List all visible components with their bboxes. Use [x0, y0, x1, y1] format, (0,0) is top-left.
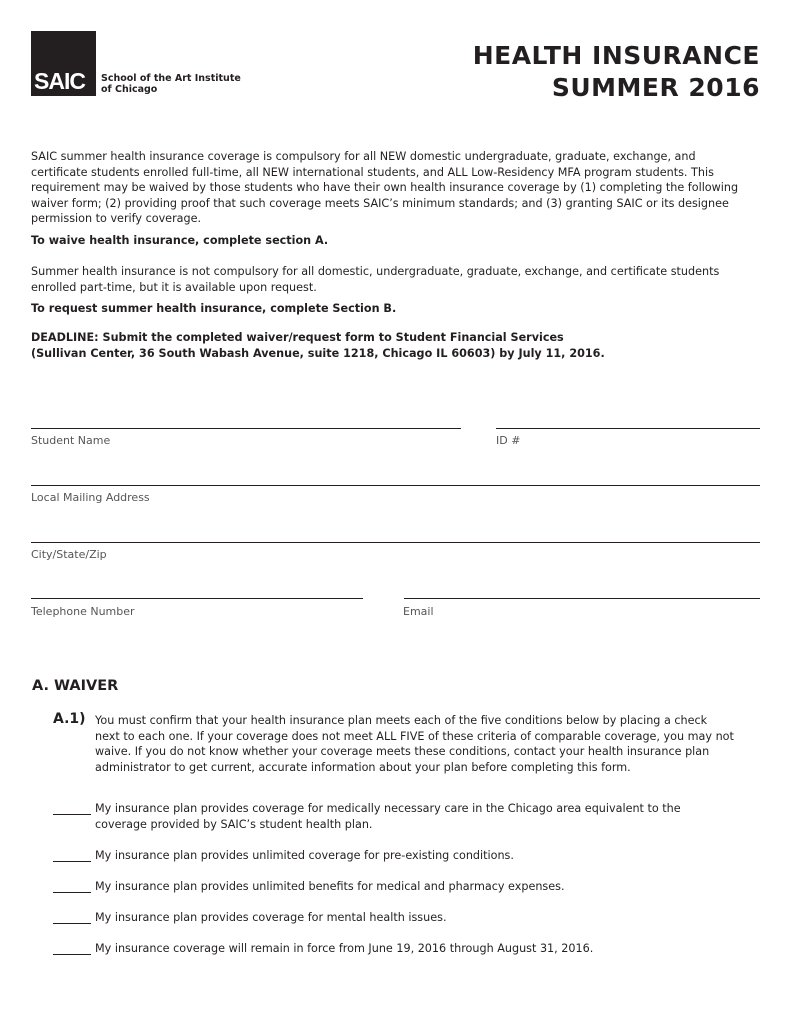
title-line-1: HEALTH INSURANCE	[472, 41, 760, 70]
deadline-line-2: (Sullivan Center, 36 South Wabash Avenue, suite 1218, Chicago IL 60603) by July 11, 2016.	[31, 347, 605, 360]
city-state-zip-field[interactable]	[31, 542, 760, 543]
waiver-instructions: You must confirm that your health insurance plan meets each of the five conditions below by placing a check next to each one. If your coverage does not meet ALL FIVE of these criteria of comparable coverage, you may not waive. If you do not know whether your coverage meets these conditions, contact your health insurance plan administrator to get current, accurate information about your plan before completing this form.	[95, 714, 734, 774]
deadline-line-1: DEADLINE: Submit the completed waiver/request form to Student Financial Services	[31, 331, 564, 344]
waiver-section-title: A. WAIVER	[32, 678, 119, 694]
page-title	[473, 40, 760, 104]
id-field[interactable]	[496, 428, 760, 429]
condition-2-checkline[interactable]	[53, 861, 91, 862]
mailing-address-field[interactable]	[31, 485, 760, 486]
student-name-field[interactable]	[31, 428, 461, 429]
waive-instruction: To waive health insurance, complete section A.	[31, 234, 329, 247]
telephone-field[interactable]	[31, 598, 363, 599]
school-name-line-2: of Chicago	[101, 84, 158, 95]
school-name	[101, 73, 241, 95]
student-name-label: Student Name	[31, 434, 111, 447]
condition-5-checkline[interactable]	[53, 954, 91, 955]
saic-logo	[31, 31, 96, 96]
school-name-line-1: School of the Art Institute	[101, 73, 241, 84]
id-label: ID #	[496, 434, 521, 447]
request-instruction: To request summer health insurance, complete Section B.	[31, 302, 397, 315]
condition-2-text: My insurance plan provides unlimited coverage for pre-existing conditions.	[95, 849, 514, 862]
condition-1-checkline[interactable]	[53, 814, 91, 815]
condition-5-text: My insurance coverage will remain in force from June 19, 2016 through August 31, 2016.	[95, 942, 594, 955]
email-label: Email	[403, 605, 434, 618]
telephone-label: Telephone Number	[31, 605, 135, 618]
city-state-zip-label: City/State/Zip	[31, 548, 107, 561]
part-time-paragraph: Summer health insurance is not compulsory for all domestic, undergraduate, graduate, exchange, and certificate students enrolled part-time, but it is available upon request.	[31, 265, 720, 294]
intro-paragraph: SAIC summer health insurance coverage is compulsory for all NEW domestic undergraduate, graduate, exchange, and certificate students enrolled full-time, all NEW international students, and ALL Low-Residency MFA program students. This requirement may be waived by those students who have their own health insurance coverage by (1) completing the following waiver form; (2) providing proof that such coverage meets SAIC’s minimum standards; and (3) granting SAIC or its designee permission to verify coverage.	[31, 150, 739, 225]
condition-4-checkline[interactable]	[53, 923, 91, 924]
condition-3-checkline[interactable]	[53, 892, 91, 893]
condition-1-text: My insurance plan provides coverage for medically necessary care in the Chicago area equivalent to the coverage provided by SAIC’s student health plan.	[95, 802, 681, 831]
email-field[interactable]	[404, 598, 760, 599]
condition-3-text: My insurance plan provides unlimited benefits for medical and pharmacy expenses.	[95, 880, 565, 893]
title-line-2: SUMMER 2016	[551, 73, 760, 102]
logo-wordmark: SAIC	[34, 68, 85, 94]
waiver-item-number: A.1)	[53, 711, 86, 727]
condition-4-text: My insurance plan provides coverage for mental health issues.	[95, 911, 447, 924]
mailing-address-label: Local Mailing Address	[31, 491, 150, 504]
